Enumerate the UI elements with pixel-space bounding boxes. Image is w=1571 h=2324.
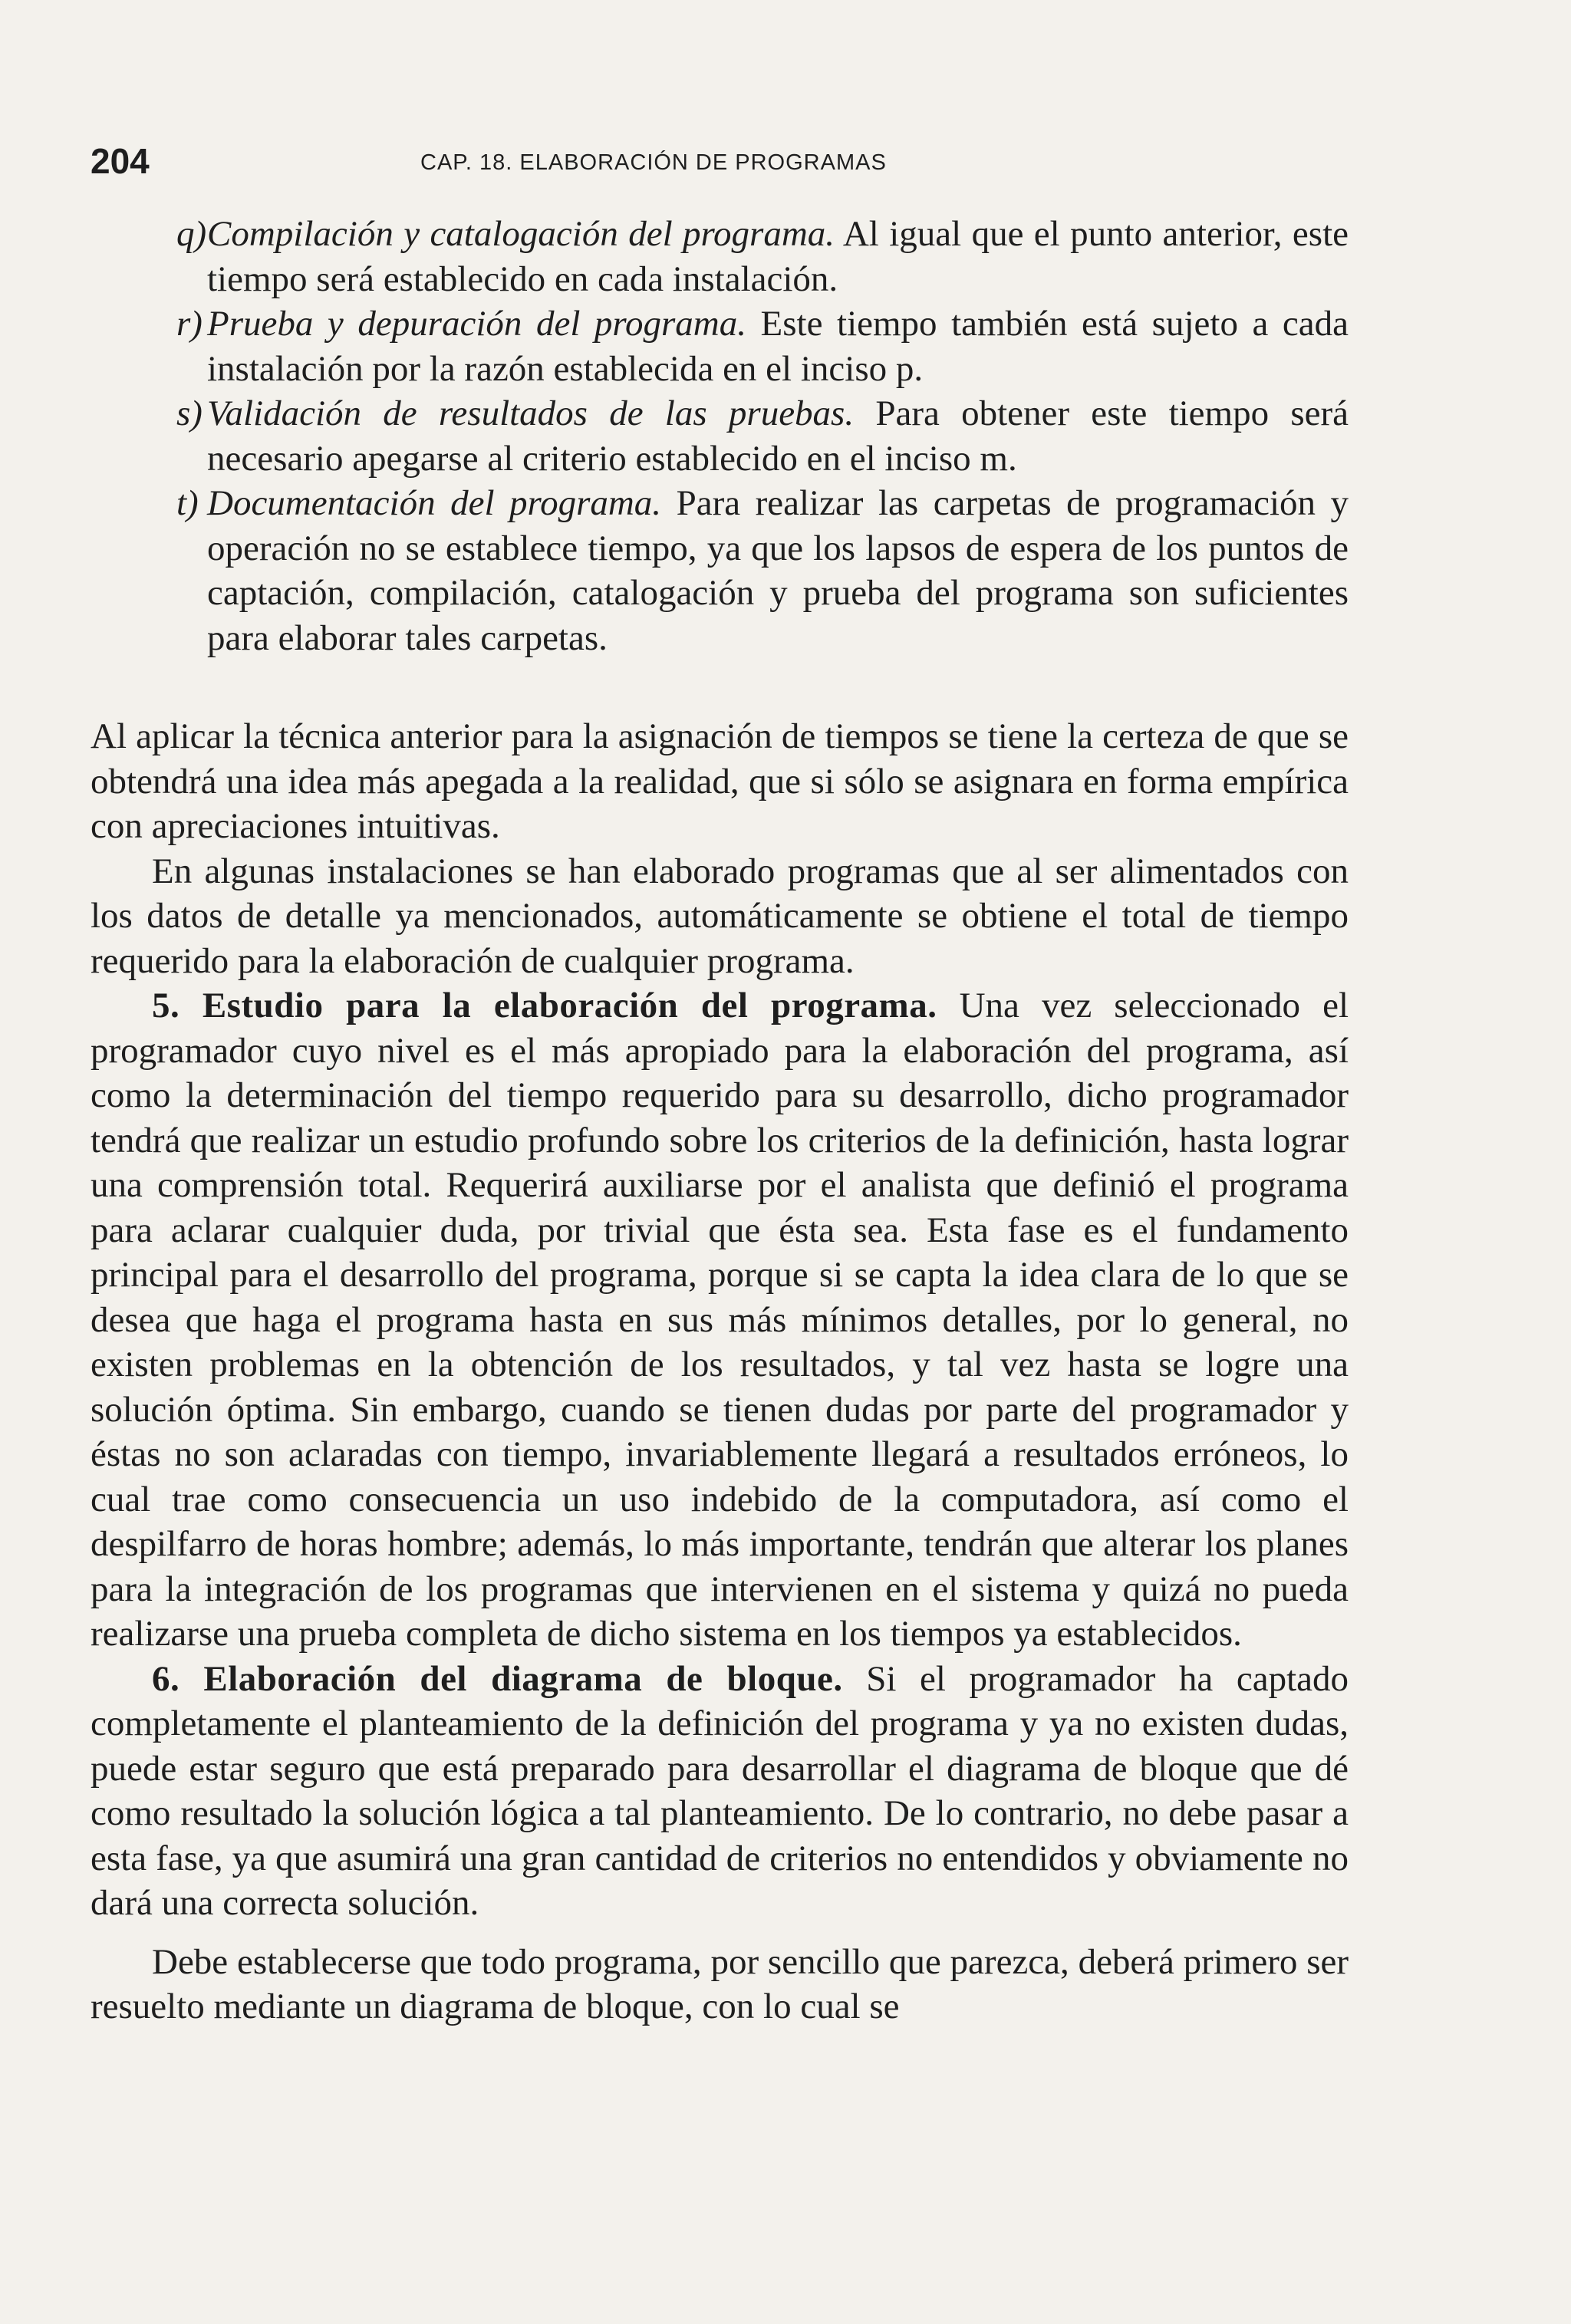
section-text-6: Si el programador ha captado completamente el planteamiento de la definición del programa y ya no existen dudas, puede estar seguro que está preparado para desarrollar el diagrama de bloque que dé como resultado la solución lógica a tal planteamiento. De lo contrario, no debe pasar a esta fase, ya que asumirá una gran cantidad de criterios no entendidos y obviamente no dará una correcta solución.: [91, 1658, 1349, 1923]
page-header: [91, 138, 1349, 199]
book-page: [91, 138, 1349, 2029]
list-item-q: [91, 212, 1349, 301]
page-number: 204: [91, 141, 150, 181]
list-marker: r): [176, 304, 203, 344]
list-item-s: [91, 391, 1349, 481]
running-head: CAP. 18. ELABORACIÓN DE PROGRAMAS: [420, 150, 887, 175]
list-marker: q): [176, 214, 207, 254]
list-item-title: Prueba y depuración del programa.: [207, 304, 746, 344]
section-heading-5: 5. Estudio para la elaboración del programa.: [152, 986, 937, 1025]
list-item-text: Para obtener este tiempo será necesario apegarse al criterio establecido en el inciso m.: [207, 393, 1349, 479]
lettered-list: [91, 212, 1349, 660]
paragraph-time-technique: Al aplicar la técnica anterior para la asignación de tiempos se tiene la certeza de que se obtendrá una idea más apegada a la realidad, que si sólo se asignara en forma empírica con apreciaciones intuitivas.: [91, 716, 1349, 846]
list-item-text: Al igual que el punto anterior, este tiempo será establecido en cada instalación.: [207, 214, 1349, 299]
list-item-title: Documentación del programa.: [207, 483, 662, 523]
list-item-title: Validación de resultados de las pruebas.: [207, 393, 855, 433]
paragraph-section-6: [91, 1657, 1349, 1926]
list-item-text: Este tiempo también está sujeto a cada instalación por la razón establecida en el inciso p.: [207, 304, 1349, 389]
paragraph-automated-programs: En algunas instalaciones se han elaborado programas que al ser alimentados con los datos de detalle ya mencionados, automáticamente se obtiene el total de tiempo requerido para la elaboración de cualquier programa.: [91, 851, 1349, 981]
list-marker: s): [176, 393, 203, 433]
paragraph-block-diagram: Debe establecerse que todo programa, por sencillo que parezca, deberá primero ser resuelto mediante un diagrama de bloque, con lo cual se: [91, 1941, 1349, 2026]
body-text: [91, 714, 1349, 2029]
list-item-r: [91, 301, 1349, 391]
list-item-text: Para realizar las carpetas de programación y operación no se establece tiempo, ya que los lapsos de espera de los puntos de captación, compilación, catalogación y prueba del programa son suficientes para elaborar tales carpetas.: [207, 483, 1349, 658]
list-item-title: Compilación y catalogación del programa.: [207, 214, 835, 254]
section-text-5: Una vez seleccionado el programador cuyo nivel es el más apropiado para la elaboración del programa, así como la determinación del tiempo requerido para su desarrollo, dicho programador tendrá que realizar un estudio profundo sobre los criterios de la definición, hasta lograr una comprensión total. Requerirá auxiliarse por el analista que definió el programa para aclarar cualquier duda, por trivial que ésta sea. Esta fase es el fundamento principal para el desarrollo del programa, porque si se capta la idea clara de lo que se desea que haga el programa hasta en sus más mínimos detalles, por lo general, no existen problemas en la obtención de los resultados, y tal vez hasta se logre una solución óptima. Sin embargo, cuando se tienen dudas por parte del programador y éstas no son aclaradas con tiempo, invariablemente llegará a resultados erróneos, lo cual trae como consecuencia un uso indebido de la computadora, así como el despilfarro de horas hombre; además, lo más importante, tendrán que alterar los planes para la integración de los programas que intervienen en el sistema y quizá no pueda realizarse una prueba completa de dicho sistema en los tiempos ya establecidos.: [91, 986, 1349, 1654]
list-marker: t): [176, 483, 199, 523]
paragraph-section-5: [91, 983, 1349, 1657]
list-item-t: [91, 481, 1349, 660]
section-heading-6: 6. Elaboración del diagrama de bloque.: [152, 1658, 843, 1699]
